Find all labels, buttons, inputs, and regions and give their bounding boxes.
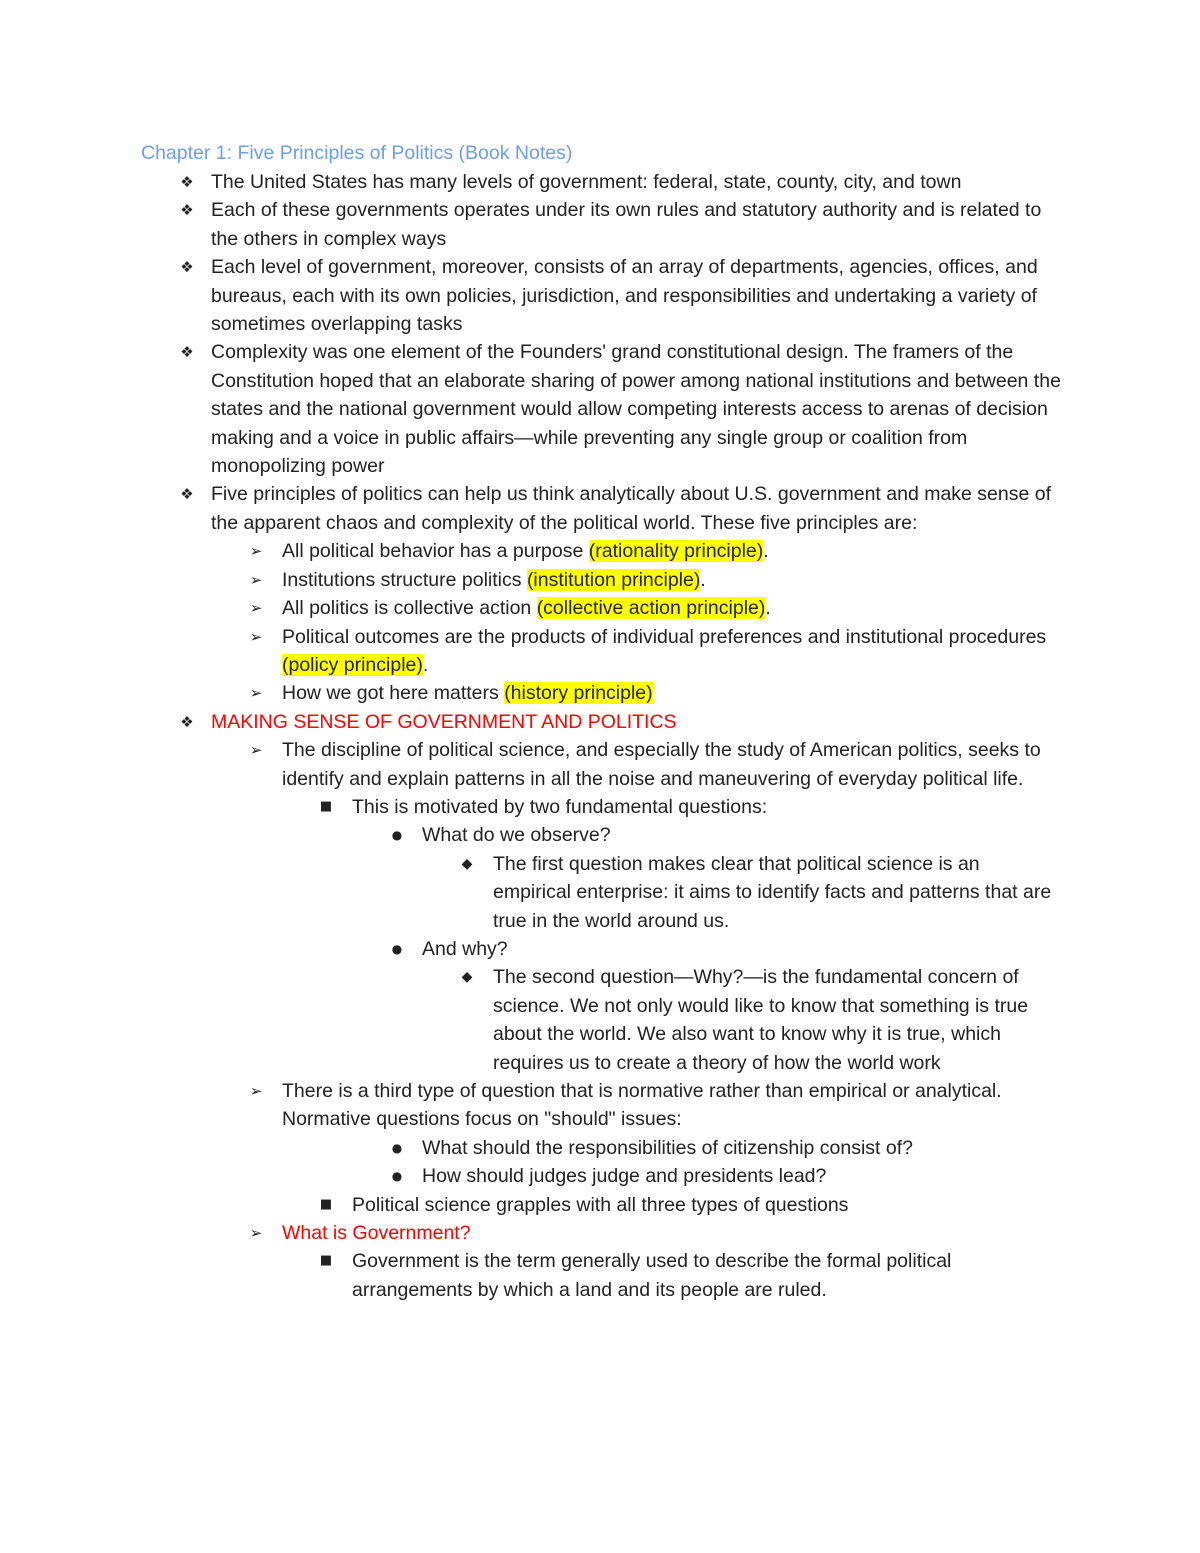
dot-bullet-icon: ● bbox=[391, 941, 403, 956]
item-text: Each of these governments operates under its own rules and statutory authority and is related to the others in complex ways bbox=[211, 199, 1042, 250]
principle-item bbox=[0, 594, 1200, 622]
dot-bullet-icon: ● bbox=[391, 1140, 403, 1155]
diamond-bullet-icon: ❖ bbox=[180, 343, 194, 362]
arrow-bullet-icon: ➢ bbox=[249, 542, 263, 561]
item-text: Five principles of politics can help us think analytically about U.S. government and make sense of the apparent chaos and complexity of the political world. These five principles are: bbox=[211, 483, 1052, 534]
list-item bbox=[0, 168, 1200, 196]
heading-text: MAKING SENSE OF GOVERNMENT AND POLITICS bbox=[211, 710, 677, 733]
item-text-wrap bbox=[282, 679, 1062, 707]
item-text-wrap bbox=[282, 566, 1062, 594]
item-text: Institutions structure politics bbox=[282, 568, 522, 591]
item-text-wrap bbox=[282, 594, 1062, 622]
list-item bbox=[0, 963, 1200, 1077]
notes-list bbox=[0, 168, 1200, 1304]
diamond-bullet-icon: ❖ bbox=[180, 201, 194, 220]
list-item bbox=[0, 1247, 1200, 1304]
diamond-bullet-icon: ❖ bbox=[180, 485, 194, 504]
section-heading bbox=[0, 708, 1200, 736]
item-suffix: . bbox=[765, 597, 771, 620]
arrow-bullet-icon: ➢ bbox=[249, 741, 263, 760]
document-title: Chapter 1: Five Principles of Politics (Book Notes) bbox=[141, 142, 573, 164]
highlighted-principle: (rationality principle) bbox=[588, 540, 764, 563]
list-item bbox=[0, 793, 1200, 821]
item-text: What should the responsibilities of citizenship consist of? bbox=[422, 1136, 914, 1159]
item-text: Political science grapples with all three types of questions bbox=[352, 1193, 849, 1216]
item-text: The United States has many levels of government: federal, state, county, city, and town bbox=[211, 171, 962, 193]
item-text: How should judges judge and presidents lead? bbox=[422, 1165, 827, 1188]
list-item bbox=[0, 480, 1200, 537]
highlighted-principle: (policy principle) bbox=[282, 653, 423, 676]
list-item bbox=[0, 338, 1200, 480]
diamond-bullet-icon: ❖ bbox=[180, 173, 194, 191]
list-item bbox=[0, 736, 1200, 793]
list-item bbox=[0, 1191, 1200, 1219]
arrow-bullet-icon: ➢ bbox=[249, 570, 263, 589]
square-bullet-icon: ■ bbox=[319, 798, 333, 814]
arrow-bullet-icon: ➢ bbox=[249, 599, 263, 618]
diamond-bullet-icon: ❖ bbox=[180, 712, 194, 731]
small-diamond-bullet-icon: ◆ bbox=[461, 969, 473, 986]
dot-bullet-icon: ● bbox=[391, 828, 403, 843]
item-text-wrap bbox=[282, 623, 1062, 680]
item-suffix: . bbox=[422, 653, 429, 676]
item-text: What do we observe? bbox=[422, 824, 611, 847]
highlighted-principle: (institution principle) bbox=[526, 568, 701, 591]
list-item bbox=[0, 821, 1200, 849]
item-text: Complexity was one element of the Founders' grand constitutional design. The framers of the Constitution hoped that an elaborate sharing of power among national institutions and between the states and the national government would allow competing interests access to arenas of decision making and a voice in public affairs—while preventing any single group or coalition from monopolizing power bbox=[211, 341, 1061, 478]
item-suffix: . bbox=[763, 540, 769, 563]
list-item bbox=[0, 1077, 1200, 1134]
item-text: Each level of government, moreover, consists of an array of departments, agencies, offices, and bureaus, each with its own policies, jurisdiction, and responsibilities and undertaking a variety of sometimes overlapping tasks bbox=[211, 256, 1038, 336]
list-item bbox=[0, 253, 1200, 338]
principle-item bbox=[0, 623, 1200, 680]
small-diamond-bullet-icon: ◆ bbox=[461, 855, 473, 872]
item-text: Government is the term generally used to describe the formal political arrangements by which a land and its people are ruled. bbox=[352, 1250, 952, 1301]
item-text: All political behavior has a purpose bbox=[282, 540, 584, 563]
item-text-wrap bbox=[282, 537, 1062, 565]
square-bullet-icon: ■ bbox=[319, 1196, 333, 1212]
item-text: Political outcomes are the products of individual preferences and institutional procedures bbox=[282, 625, 1047, 648]
list-item bbox=[0, 196, 1200, 253]
highlighted-principle: (collective action principle) bbox=[536, 597, 766, 620]
item-text: How we got here matters bbox=[282, 682, 499, 705]
list-item bbox=[0, 1134, 1200, 1162]
arrow-bullet-icon: ➢ bbox=[249, 1224, 263, 1243]
highlighted-principle: (history principle) bbox=[504, 682, 653, 705]
principle-item bbox=[0, 566, 1200, 594]
item-text: The first question makes clear that political science is an empirical enterprise: it aims to identify facts and patterns that are true in the world around us. bbox=[493, 852, 1052, 932]
square-bullet-icon: ■ bbox=[319, 1253, 333, 1269]
list-item bbox=[0, 1162, 1200, 1190]
list-item bbox=[0, 935, 1200, 963]
item-text: The second question—Why?—is the fundamental concern of science. We not only would like to know that something is true about the world. We also want to know why it is true, which requires us to create a theory of how the world work bbox=[493, 966, 1029, 1074]
item-text: The discipline of political science, and especially the study of American politics, seeks to identify and explain patterns in all the noise and maneuvering of everyday political life. bbox=[282, 739, 1041, 790]
item-suffix: . bbox=[700, 568, 706, 591]
dot-bullet-icon: ● bbox=[391, 1169, 403, 1184]
item-text: This is motivated by two fundamental questions: bbox=[352, 795, 768, 818]
heading-text: What is Government? bbox=[282, 1222, 471, 1245]
arrow-bullet-icon: ➢ bbox=[249, 627, 263, 646]
principle-item bbox=[0, 679, 1200, 707]
arrow-bullet-icon: ➢ bbox=[249, 684, 263, 703]
item-text: All politics is collective action bbox=[282, 597, 532, 620]
diamond-bullet-icon: ❖ bbox=[180, 258, 194, 277]
item-text: And why? bbox=[422, 937, 508, 960]
list-item bbox=[0, 850, 1200, 935]
principle-item bbox=[0, 537, 1200, 565]
arrow-bullet-icon: ➢ bbox=[249, 1082, 263, 1100]
subsection-heading bbox=[0, 1219, 1200, 1247]
item-text: There is a third type of question that is normative rather than empirical or analytical. Normative questions focus on "should" issues: bbox=[282, 1080, 1002, 1131]
